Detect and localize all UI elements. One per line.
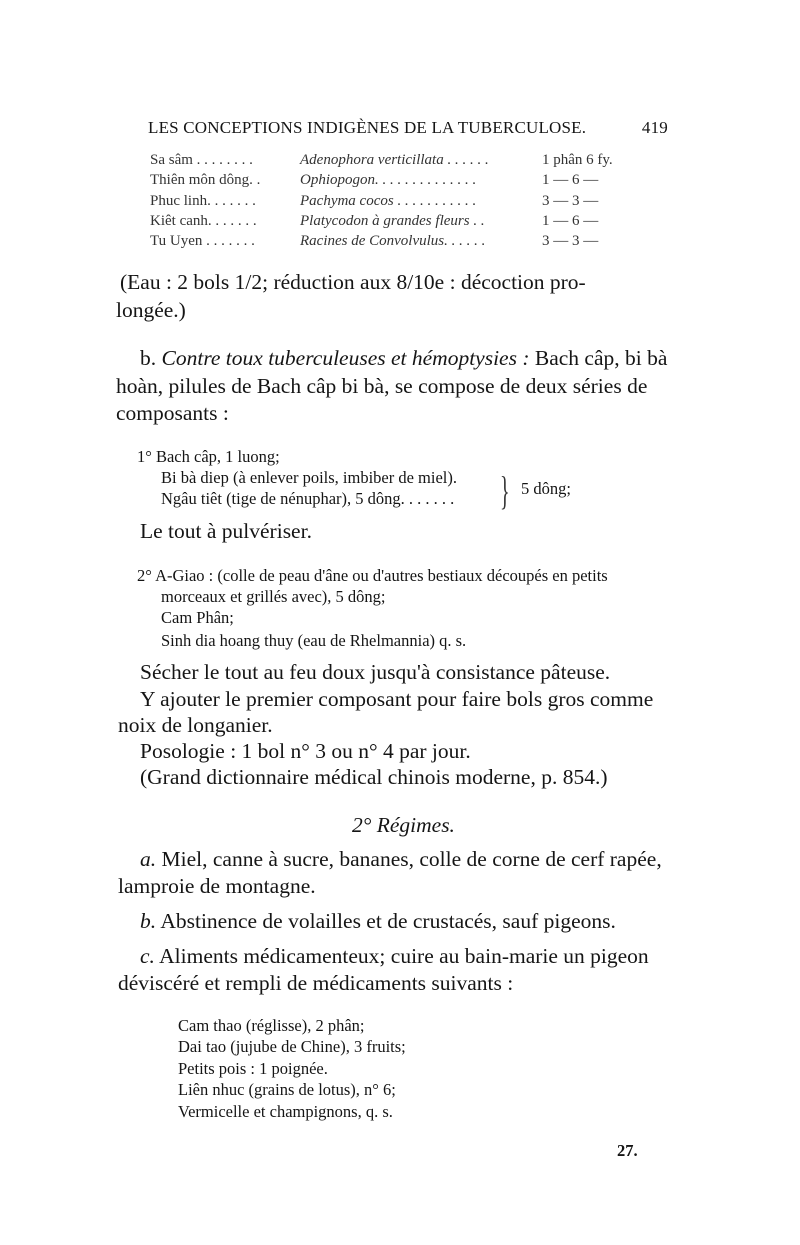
- reference-line: (Grand dictionnaire médical chinois moderne, p. 854.): [140, 765, 608, 789]
- compo2-line-1: 2° A-Giao : (colle de peau d'âne ou d'autres bestiaux découpés en petits: [137, 566, 608, 585]
- page-number: 419: [641, 118, 668, 137]
- instruction-line-2: Y ajouter le premier composant pour faire bols gros comme: [140, 687, 654, 711]
- section-b-line-1-rest: Bach câp, bi bà: [534, 346, 668, 370]
- ingredient-latin: Adenophora verticillata . . . . . .: [300, 152, 489, 168]
- posologie-line: Posologie : 1 bol n° 3 ou n° 4 par jour.: [140, 739, 471, 763]
- section-b-line-2: hoàn, pilules de Bach câp bi bà, se compose de deux séries de: [116, 374, 648, 398]
- instruction-line-3: noix de longanier.: [118, 713, 273, 737]
- ingredient-name: Thiên môn dông. .: [150, 172, 261, 188]
- compo1-line-3: Ngâu tiêt (tige de nénuphar), 5 dông. . . . . . .: [161, 489, 455, 508]
- regime-b-letter: b.: [140, 909, 157, 933]
- ingredient-latin: Racines de Convolvulus. . . . . .: [300, 233, 486, 249]
- list-item: Vermicelle et champignons, q. s.: [178, 1102, 393, 1121]
- compo2-line-4: Sinh dia hoang thuy (eau de Rhelmannia) q. s.: [161, 631, 467, 650]
- ingredient-dose: 1 — 6 —: [542, 213, 599, 229]
- ingredient-dose: 3 — 3 —: [542, 193, 599, 209]
- running-header: [148, 118, 668, 144]
- signature-mark: 27.: [617, 1141, 638, 1160]
- regime-a-text: Miel, canne à sucre, bananes, colle de corne de cerf rapée,: [161, 847, 662, 871]
- ingredient-name: Phuc linh. . . . . . .: [150, 193, 256, 209]
- ingredient-dose: 3 — 3 —: [542, 233, 599, 249]
- list-item: Petits pois : 1 poignée.: [178, 1059, 328, 1078]
- pulveriser-line: Le tout à pulvériser.: [140, 519, 312, 543]
- ingredient-dose: 1 phân 6 fy.: [542, 152, 613, 168]
- eau-line-2: longée.): [116, 298, 186, 322]
- section-b-letter: b.: [140, 346, 157, 370]
- compo2-line-2: morceaux et grillés avec), 5 dông;: [161, 587, 386, 606]
- ingredient-name: Sa sâm . . . . . . . .: [150, 152, 253, 168]
- compo1-line-1: 1° Bach câp, 1 luong;: [137, 447, 280, 466]
- ingredient-dose: 1 — 6 —: [542, 172, 599, 188]
- instruction-line-1: Sécher le tout au feu doux jusqu'à consistance pâteuse.: [140, 660, 611, 684]
- regime-c-line-2: déviscéré et rempli de médicaments suivants :: [118, 971, 514, 995]
- eau-line-1: (Eau : 2 bols 1/2; réduction aux 8/10e : décoction pro-: [120, 270, 586, 294]
- section-b-heading: Contre toux tuberculeuses et hémoptysies :: [161, 346, 530, 370]
- header-title: LES CONCEPTIONS INDIGÈNES DE LA TUBERCULOSE.: [148, 118, 587, 137]
- regime-a-line-2: lamproie de montagne.: [118, 874, 316, 898]
- regime-a-letter: a.: [140, 847, 157, 871]
- ingredient-name: Tu Uyen . . . . . . .: [150, 233, 255, 249]
- regime-c-letter: c.: [140, 944, 155, 968]
- ingredient-latin: Ophiopogon. . . . . . . . . . . . . .: [300, 172, 477, 188]
- section-b-line-3: composants :: [116, 401, 229, 425]
- regime-c-line-1: [140, 944, 649, 969]
- compo2-line-3: Cam Phân;: [161, 608, 234, 627]
- compo1-line-2: Bi bà diep (à enlever poils, imbiber de miel).: [161, 468, 457, 487]
- regime-b-line: [140, 909, 616, 934]
- list-item: Cam thao (réglisse), 2 phân;: [178, 1016, 365, 1035]
- regimes-heading: 2° Régimes.: [352, 813, 455, 837]
- section-b-line-1: [140, 346, 667, 371]
- list-item: Liên nhuc (grains de lotus), n° 6;: [178, 1080, 396, 1099]
- ingredient-name: Kiêt canh. . . . . . .: [150, 213, 257, 229]
- ingredient-latin: Pachyma cocos . . . . . . . . . . .: [300, 193, 477, 209]
- brace-icon: }: [500, 470, 510, 514]
- regime-c-text: Aliments médicamenteux; cuire au bain-marie un pigeon: [159, 944, 649, 968]
- ingredient-latin: Platycodon à grandes fleurs . .: [300, 213, 485, 229]
- list-item: Dai tao (jujube de Chine), 3 fruits;: [178, 1037, 406, 1056]
- compo1-brace-dose: 5 dông;: [521, 479, 571, 498]
- regime-b-text: Abstinence de volailles et de crustacés, sauf pigeons.: [160, 909, 616, 933]
- regime-a-line-1: [140, 847, 662, 872]
